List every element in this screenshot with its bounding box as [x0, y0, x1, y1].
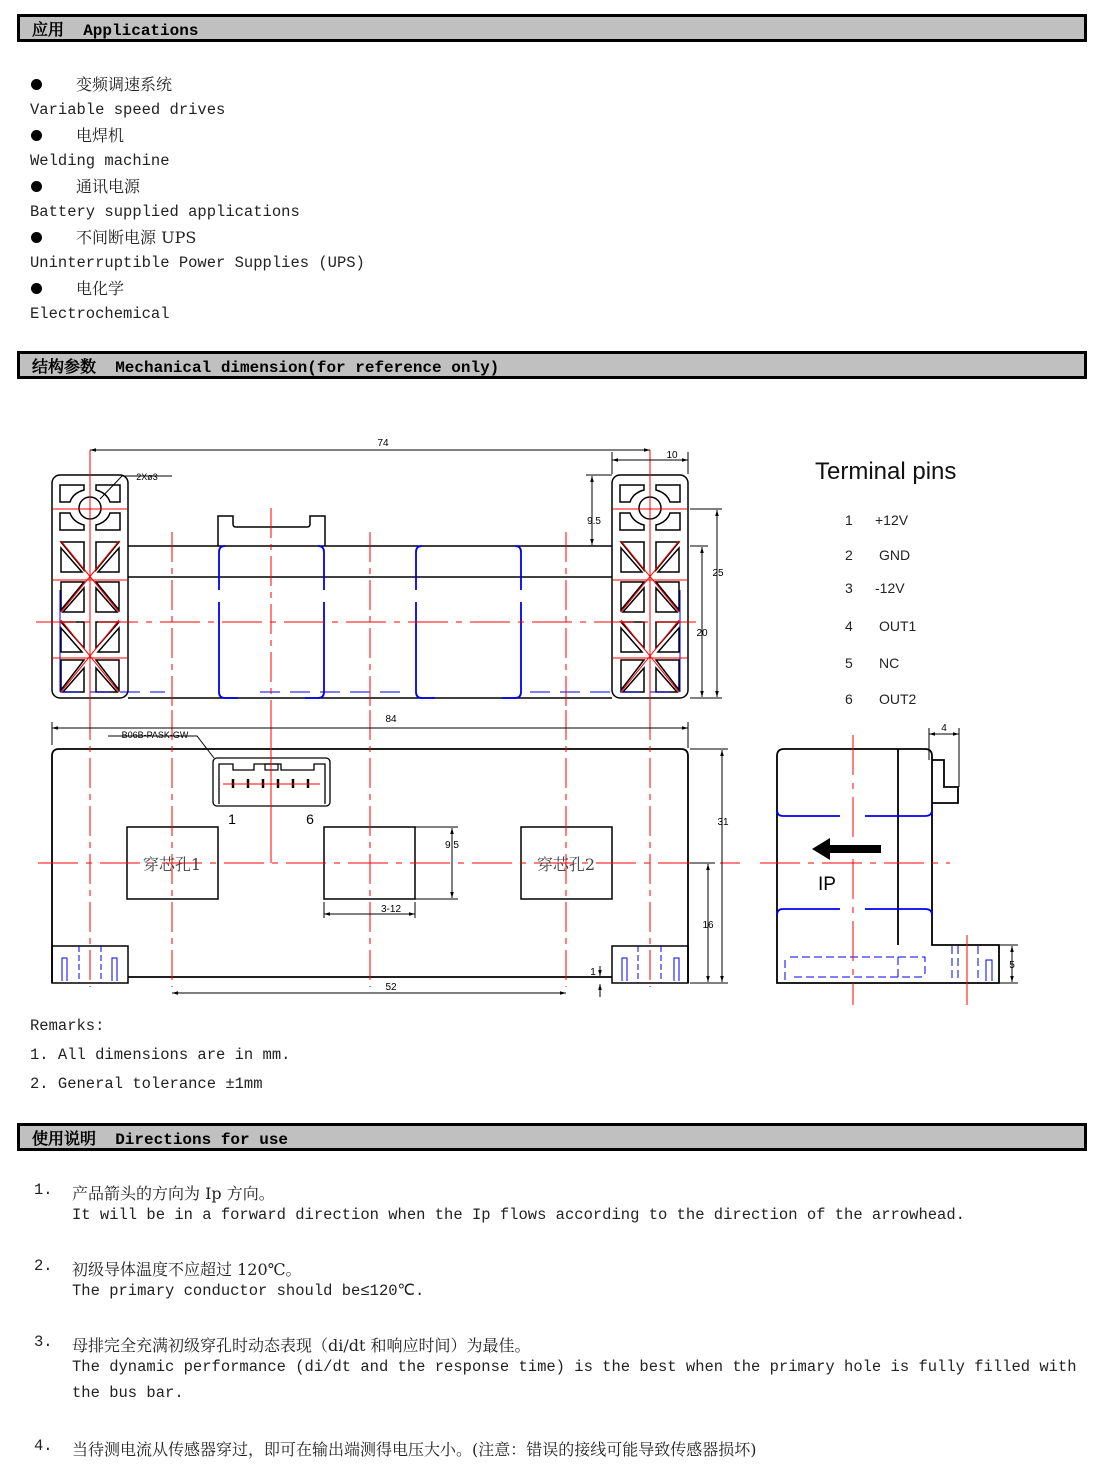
dim-label: 3-12	[380, 904, 402, 915]
pin-number: 4	[845, 618, 853, 634]
bullet-icon	[31, 181, 42, 192]
app-cn: 变频调速系统	[76, 75, 173, 94]
mechanical-drawing	[0, 400, 1120, 1010]
hole1-label: 穿芯孔1	[142, 855, 202, 874]
bullet-icon	[31, 79, 42, 90]
dim-label: 9.5	[587, 516, 601, 527]
dim-label: 25	[712, 568, 724, 579]
pin-number: 2	[845, 547, 853, 563]
current-label: IP	[818, 874, 836, 895]
direction-number: 1.	[34, 1181, 53, 1199]
list-item	[30, 276, 365, 302]
terminal-pins-title: Terminal pins	[815, 458, 957, 485]
dim-label: 20	[696, 628, 708, 639]
direction-cn: 初级导体温度不应超过 120℃。	[72, 1260, 302, 1279]
terminal-pin-list	[845, 512, 917, 707]
applications-list	[30, 72, 365, 327]
pin-name: OUT2	[879, 691, 917, 707]
connector-label: B06B-PASK-GW	[121, 730, 189, 740]
remark-item: 1. All dimensions are in mm.	[30, 1046, 291, 1064]
dim-label: 5	[1009, 960, 1015, 971]
dim-label: 10	[666, 450, 678, 461]
dim-label: 52	[385, 982, 397, 993]
direction-cn: 母排完全充满初级穿孔时动态表现（di/dt 和响应时间）为最佳。	[72, 1336, 531, 1355]
dimension-lines	[90, 450, 722, 698]
center-lines	[760, 735, 967, 1005]
remarks-title: Remarks:	[30, 1017, 105, 1035]
connector-pin-label: 6	[306, 811, 314, 827]
app-en: Uninterruptible Power Supplies (UPS)	[30, 253, 365, 272]
pin-name: -12V	[875, 580, 905, 596]
direction-cn: 当待测电流从传感器穿过，即可在输出端测得电压大小。(注意：错误的接线可能导致传感器损坏)	[72, 1440, 757, 1459]
section-header-directions	[17, 1123, 1087, 1151]
dim-label: 9.5	[445, 840, 459, 851]
direction-number: 4.	[34, 1437, 53, 1455]
list-item	[30, 123, 365, 149]
dim-label: 4	[941, 723, 947, 734]
pin-name: GND	[879, 547, 911, 563]
pin-name: OUT1	[879, 618, 917, 634]
hole2-label: 穿芯孔2	[536, 855, 596, 874]
pin-number: 5	[845, 655, 853, 671]
app-cn: 电化学	[76, 279, 125, 298]
bullet-icon	[31, 283, 42, 294]
dim-label: 31	[717, 817, 729, 828]
pin-name: +12V	[875, 512, 909, 528]
direction-en: the bus bar.	[72, 1384, 184, 1402]
section-header-applications	[17, 14, 1087, 42]
pin-number: 6	[845, 691, 853, 707]
list-item	[30, 72, 365, 98]
dim-label: 1	[590, 967, 596, 978]
pin-number: 3	[845, 580, 853, 596]
section-title: 结构参数 Mechanical dimension(for reference only)	[32, 358, 500, 377]
pin-name: NC	[879, 655, 900, 671]
pin-number: 1	[845, 512, 853, 528]
dim-label: 74	[377, 438, 389, 449]
app-cn: 通讯电源	[76, 177, 141, 196]
side-view	[777, 749, 999, 983]
app-en: Welding machine	[30, 151, 170, 170]
bullet-icon	[31, 130, 42, 141]
section-title: 使用说明 Directions for use	[32, 1130, 289, 1149]
remark-item: 2. General tolerance ±1mm	[30, 1075, 263, 1093]
remarks	[30, 1012, 290, 1099]
current-arrow-icon	[812, 838, 881, 860]
list-item	[30, 225, 365, 251]
direction-number: 3.	[34, 1333, 53, 1351]
direction-en: The primary conductor should be≤120℃.	[72, 1282, 425, 1300]
section-header-mechanical	[17, 351, 1087, 379]
app-cn: 电焊机	[76, 126, 125, 145]
bullet-icon	[31, 232, 42, 243]
dim-label: 16	[702, 920, 714, 931]
app-cn: 不间断电源 UPS	[76, 228, 197, 247]
dim-label: 2Xø3	[136, 472, 158, 482]
direction-number: 2.	[34, 1257, 53, 1275]
direction-cn: 产品箭头的方向为 Ip 方向。	[72, 1184, 275, 1203]
connector-pin-label: 1	[228, 811, 236, 827]
list-item	[30, 174, 365, 200]
direction-en: It will be in a forward direction when the Ip flows according to the direction of the arrowhead.	[72, 1206, 965, 1224]
section-title: 应用 Applications	[32, 21, 199, 40]
app-en: Battery supplied applications	[30, 202, 300, 221]
app-en: Variable speed drives	[30, 100, 226, 119]
app-en: Electrochemical	[30, 304, 170, 323]
direction-en: The dynamic performance (di/dt and the response time) is the best when the primary hole is fully filled with	[72, 1358, 1077, 1376]
center-lines	[36, 450, 700, 710]
dim-label: 84	[385, 714, 397, 725]
